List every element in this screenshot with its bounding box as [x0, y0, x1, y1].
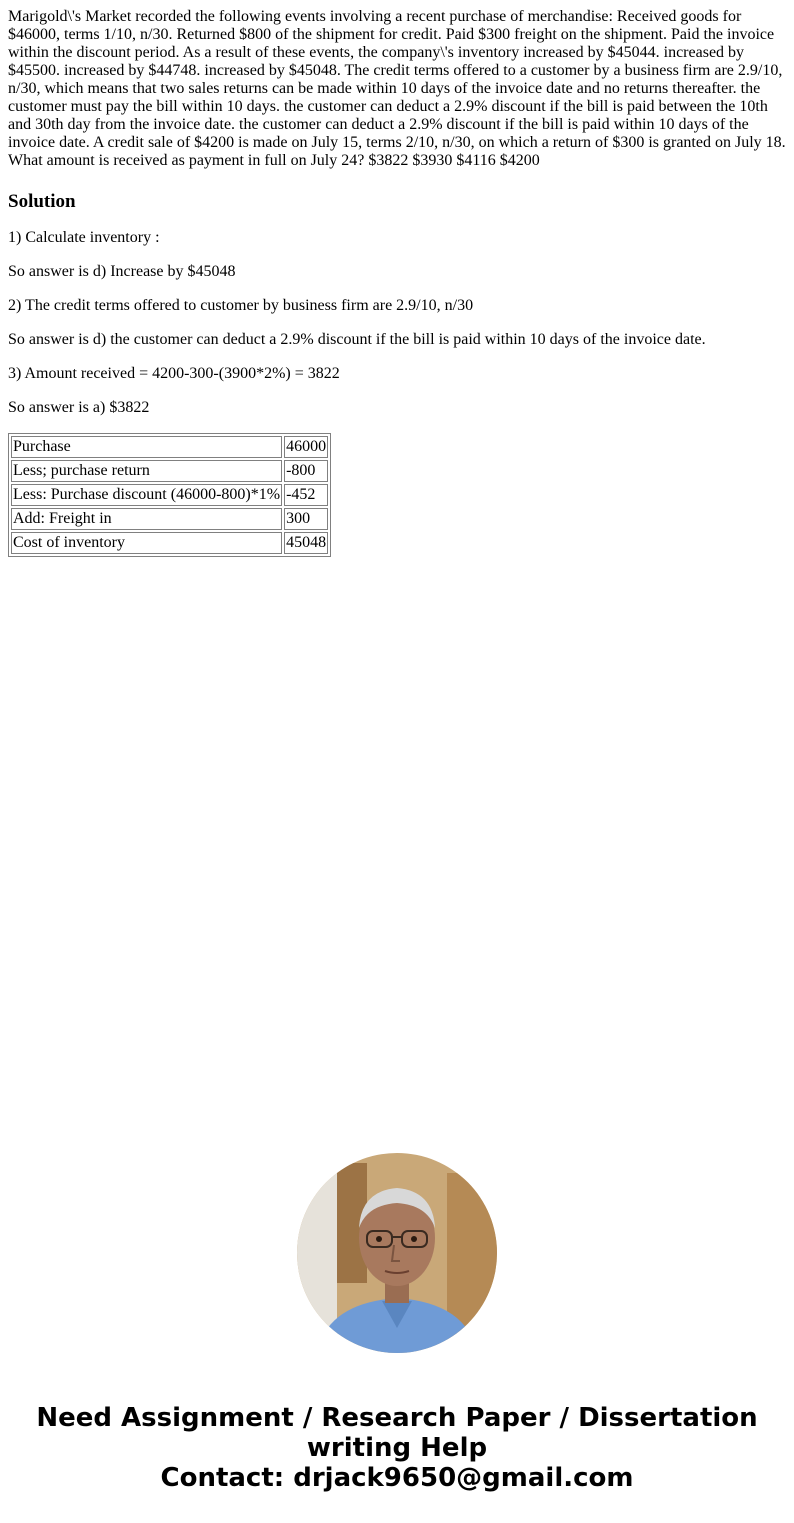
- table-cell-label: Cost of inventory: [11, 532, 282, 554]
- author-avatar: [297, 1153, 497, 1353]
- solution-answer-3: So answer is a) $3822: [8, 399, 150, 416]
- table-row: [11, 460, 328, 482]
- solution-answer-1: So answer is d) Increase by $45048: [8, 263, 236, 280]
- footer-banner: [0, 1403, 794, 1493]
- table-row: [11, 532, 328, 554]
- inventory-table: [8, 433, 331, 557]
- person-photo-icon: [297, 1153, 497, 1353]
- table-cell-label: Less: Purchase discount (46000-800)*1%: [11, 484, 282, 506]
- table-cell-label: Add: Freight in: [11, 508, 282, 530]
- solution-step-3: 3) Amount received = 4200-300-(3900*2%) = 3822: [8, 365, 340, 382]
- table-row: [11, 508, 328, 530]
- question-text: Marigold\'s Market recorded the following events involving a recent purchase of merchandise: Received goods for $46000, terms 1/10, n/30. Returned $800 of the shipment for credit. Paid $300 freight on the shipment. Paid the invoice within the discount period. As a result of these events, the company\'s inventory increased by $45044. increased by $45500. increased by $44748. increased by $45048. The credit terms offered to a customer by a business firm are 2.9/10, n/30, which means that two sales returns can be made within 10 days of the invoice date and no returns thereafter. the customer must pay the bill within 10 days. the customer can deduct a 2.9% discount if the bill is paid between the 10th and 30th day from the invoice date. the customer can deduct a 2.9% discount if the bill is paid within 10 days of the invoice date. A credit sale of $4200 is made on July 15, terms 2/10, n/30, on which a return of $300 is granted on July 18. What amount is received as payment in full on July 24? $3822 $3930 $4116 $4200: [8, 8, 786, 169]
- solution-answer-2: So answer is d) the customer can deduct a 2.9% discount if the bill is paid within 10 days of the invoice date.: [8, 331, 706, 348]
- table-cell-label: Purchase: [11, 436, 282, 458]
- solution-heading: Solution: [8, 191, 76, 212]
- table-row: [11, 436, 328, 458]
- table-cell-value: 46000: [284, 436, 328, 458]
- table-cell-value: -452: [284, 484, 328, 506]
- footer-line-2: writing Help: [306, 1433, 488, 1463]
- table-row: [11, 484, 328, 506]
- solution-step-1: 1) Calculate inventory :: [8, 229, 160, 246]
- table-cell-value: 300: [284, 508, 328, 530]
- footer-contact: Contact: drjack9650@gmail.com: [160, 1463, 634, 1493]
- document-content: [8, 8, 788, 557]
- solution-step-2: 2) The credit terms offered to customer by business firm are 2.9/10, n/30: [8, 297, 474, 314]
- table-cell-label: Less; purchase return: [11, 460, 282, 482]
- table-cell-value: -800: [284, 460, 328, 482]
- footer-line-1: Need Assignment / Research Paper / Dissertation: [36, 1403, 758, 1433]
- table-cell-value: 45048: [284, 532, 328, 554]
